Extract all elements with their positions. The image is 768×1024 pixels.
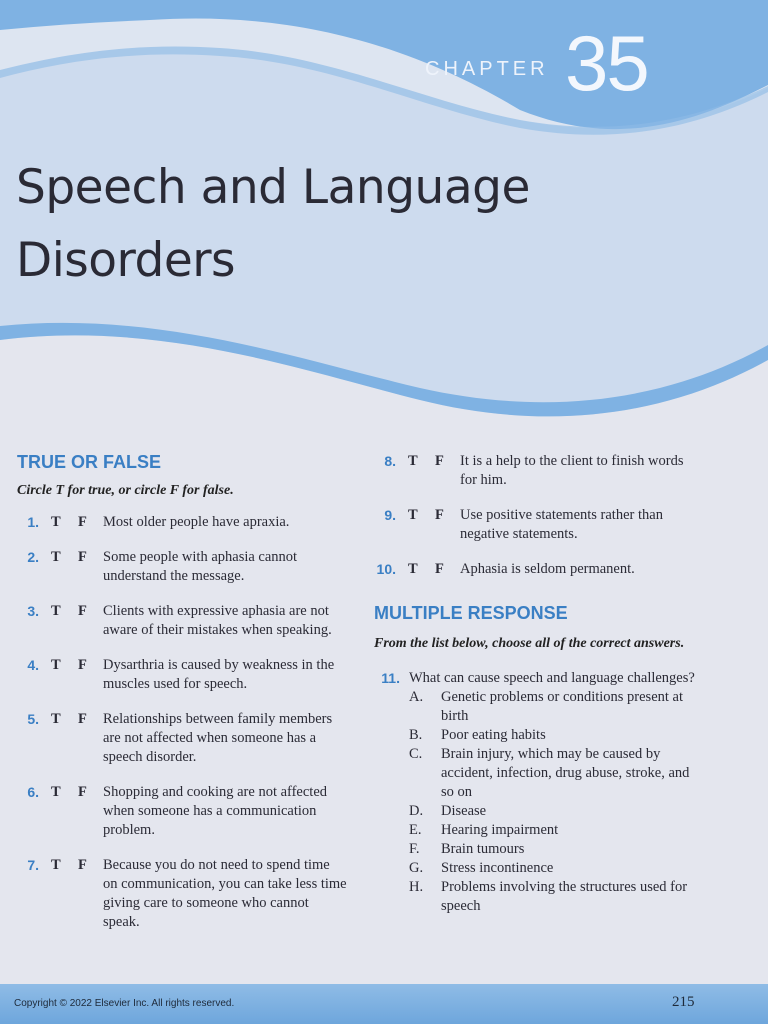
tf-item-1: [17, 513, 347, 532]
item-number: 6.: [27, 784, 39, 800]
page-number: 215: [672, 994, 695, 1010]
tf-item-5: [17, 710, 347, 767]
true-false-heading: TRUE OR FALSE: [17, 452, 162, 472]
option-letter: D.: [409, 803, 424, 819]
false-option[interactable]: F: [78, 603, 87, 619]
statement-text: Relationships between family members are not affected when someone has a speech disorder.: [103, 711, 333, 765]
true-option[interactable]: T: [51, 711, 61, 727]
statement-text: Some people with aphasia cannot understand the message.: [103, 549, 298, 584]
item-number: 5.: [27, 711, 39, 727]
option-h[interactable]: [374, 878, 704, 916]
item-number: 2.: [27, 549, 39, 565]
right-column: [374, 452, 704, 916]
statement-text: Because you do not need to spend time on communication, you can take less time giving care to someone who cannot speak.: [103, 857, 347, 930]
option-text: Brain tumours: [441, 841, 525, 857]
true-option[interactable]: T: [51, 514, 61, 530]
multiple-response-heading: MULTIPLE RESPONSE: [374, 603, 568, 623]
false-option[interactable]: F: [78, 857, 87, 873]
option-letter: B.: [409, 727, 423, 743]
true-option[interactable]: T: [408, 561, 418, 577]
tf-item-10: [374, 560, 704, 579]
option-letter: G.: [409, 860, 424, 876]
option-a[interactable]: [374, 688, 704, 726]
true-option[interactable]: T: [51, 603, 61, 619]
left-column: [17, 452, 347, 932]
question-text: What can cause speech and language challenges?: [409, 670, 695, 686]
tf-item-7: [17, 856, 347, 932]
statement-text: Aphasia is seldom permanent.: [460, 561, 635, 577]
statement-text: Use positive statements rather than negative statements.: [460, 507, 663, 542]
option-letter: H.: [409, 879, 424, 895]
option-text: Stress incontinence: [441, 860, 554, 876]
true-option[interactable]: T: [51, 784, 61, 800]
true-option[interactable]: T: [51, 657, 61, 673]
question-number: 11.: [381, 670, 400, 686]
true-option[interactable]: T: [408, 507, 418, 523]
item-number: 4.: [27, 657, 39, 673]
chapter-title: Speech and Language Disorders: [16, 160, 530, 288]
option-text: Problems involving the structures used for speech: [441, 879, 688, 914]
mr-question-11: [374, 669, 704, 688]
chapter-label: CHAPTER: [425, 58, 549, 80]
true-false-instructions: Circle T for true, or circle F for false.: [17, 483, 234, 498]
option-g[interactable]: [374, 859, 704, 878]
option-text: Brain injury, which may be caused by accident, infection, drug abuse, stroke, and so on: [441, 746, 690, 800]
true-option[interactable]: T: [51, 857, 61, 873]
option-letter: F.: [409, 841, 420, 857]
option-text: Poor eating habits: [441, 727, 546, 743]
tf-item-8: [374, 452, 704, 490]
tf-item-3: [17, 602, 347, 640]
true-option[interactable]: T: [51, 549, 61, 565]
option-d[interactable]: [374, 802, 704, 821]
option-f[interactable]: [374, 840, 704, 859]
tf-item-4: [17, 656, 347, 694]
item-number: 10.: [376, 561, 396, 577]
option-text: Disease: [441, 803, 487, 819]
tf-item-6: [17, 783, 347, 840]
tf-item-9: [374, 506, 704, 544]
multiple-response-instructions: From the list below, choose all of the correct answers.: [374, 636, 685, 651]
statement-text: Clients with expressive aphasia are not aware of their mistakes when speaking.: [103, 603, 332, 638]
item-number: 1.: [27, 514, 39, 530]
option-letter: E.: [409, 822, 422, 838]
false-option[interactable]: F: [78, 549, 87, 565]
item-number: 8.: [384, 453, 396, 469]
statement-text: Most older people have apraxia.: [103, 514, 290, 530]
false-option[interactable]: F: [78, 711, 87, 727]
option-c[interactable]: [374, 745, 704, 802]
item-number: 9.: [384, 507, 396, 523]
chapter-number: 35: [565, 19, 648, 107]
tf-item-2: [17, 548, 347, 586]
false-option[interactable]: F: [78, 514, 87, 530]
false-option[interactable]: F: [78, 657, 87, 673]
option-e[interactable]: [374, 821, 704, 840]
false-option[interactable]: F: [78, 784, 87, 800]
option-text: Genetic problems or conditions present at birth: [441, 689, 684, 724]
false-option[interactable]: F: [435, 453, 444, 469]
option-letter: A.: [409, 689, 424, 705]
copyright-notice: Copyright © 2022 Elsevier Inc. All rights reserved.: [14, 998, 235, 1009]
statement-text: It is a help to the client to finish words for him.: [460, 453, 684, 488]
item-number: 7.: [27, 857, 39, 873]
false-option[interactable]: F: [435, 507, 444, 523]
statement-text: Shopping and cooking are not affected when someone has a communication problem.: [103, 784, 328, 838]
statement-text: Dysarthria is caused by weakness in the muscles used for speech.: [103, 657, 335, 692]
option-b[interactable]: [374, 726, 704, 745]
true-option[interactable]: T: [408, 453, 418, 469]
false-option[interactable]: F: [435, 561, 444, 577]
item-number: 3.: [27, 603, 39, 619]
option-text: Hearing impairment: [441, 822, 559, 838]
option-letter: C.: [409, 746, 423, 762]
